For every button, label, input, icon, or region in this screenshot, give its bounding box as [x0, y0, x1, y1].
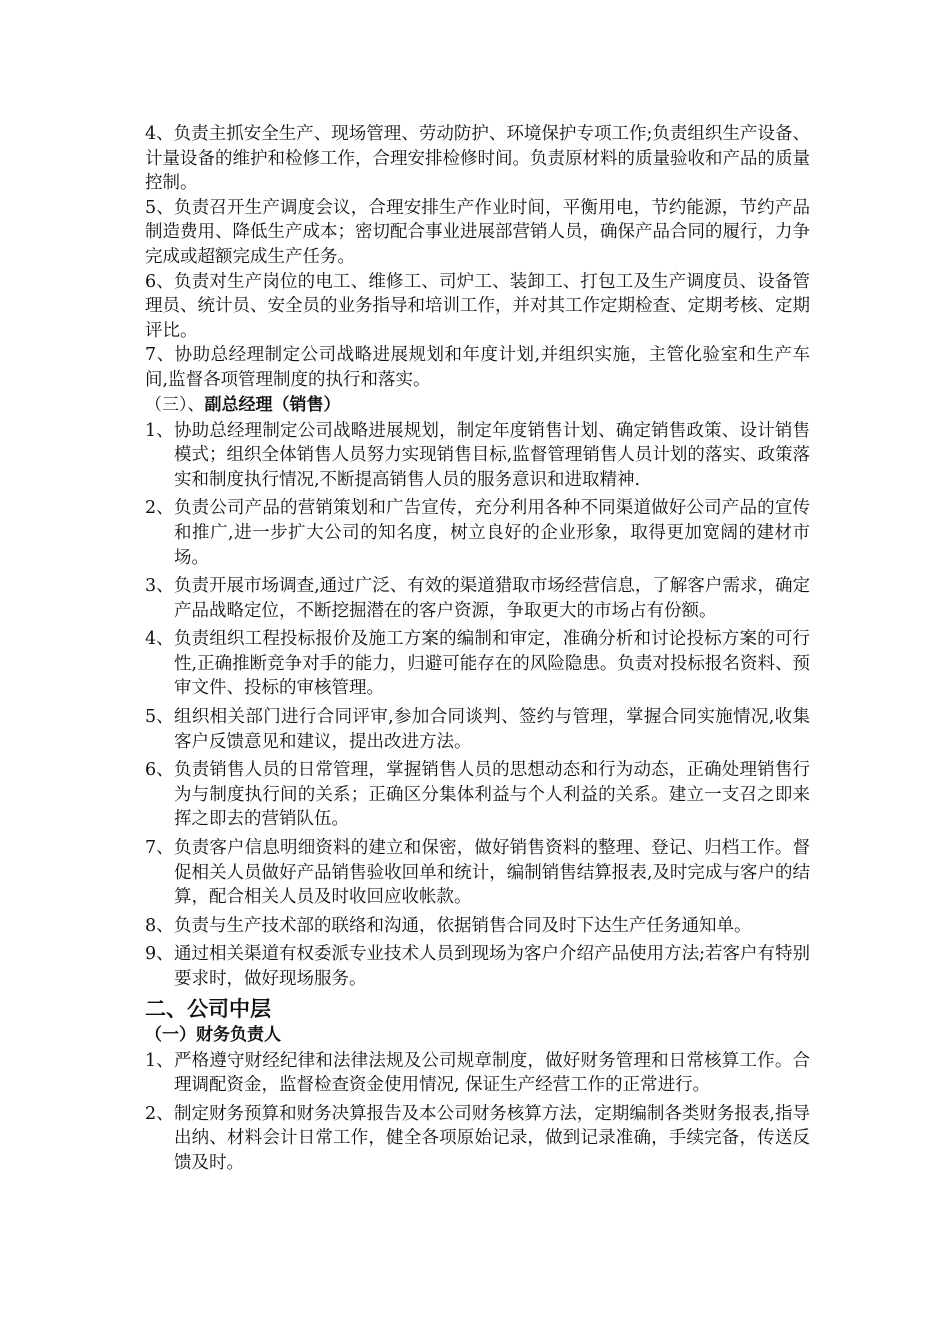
list-item-number: 9、	[145, 944, 174, 965]
list-item-number: 2、	[145, 498, 174, 519]
section-heading-finance: （一）财务负责人	[145, 1024, 281, 1045]
list-item	[145, 914, 810, 939]
chapter-heading-middle-management: 二、公司中层	[145, 996, 271, 1021]
list-item-number: 6、	[145, 760, 174, 781]
section-heading-sales	[145, 393, 810, 417]
list-item	[145, 1102, 810, 1176]
list-item-text: 组织相关部门进行合同评审,参加合同谈判、签约与管理，掌握合同实施情况,收集客户反馈意见和建议，提出改进方法。	[174, 707, 810, 752]
list-item-number: 4、	[145, 629, 174, 650]
list-item-number: 7、	[145, 838, 174, 859]
list-item-text: 负责销售人员的日常管理，掌握销售人员的思想动态和行为动态，正确处理销售行为与制度执行间的关系；正确区分集体利益与个人利益的关系。建立一支召之即来挥之即去的营销队伍。	[174, 760, 810, 830]
list-item	[145, 496, 810, 570]
list-item	[145, 942, 810, 991]
list-item-text: 负责公司产品的营销策划和广告宣传，充分利用各种不同渠道做好公司产品的宣传和推广,进一步扩大公司的知名度，树立良好的企业形象，取得更加宽阔的建材市场。	[174, 498, 810, 568]
list-item-number: 1、	[145, 1050, 174, 1071]
list-item-number: 5、	[145, 707, 174, 728]
list-item	[145, 836, 810, 910]
list-item-text: 通过相关渠道有权委派专业技术人员到现场为客户介绍产品使用方法;若客户有特别要求时，做好现场服务。	[174, 944, 810, 989]
paragraph-item-6: 6、负责对生产岗位的电工、维修工、司炉工、装卸工、打包工及生产调度员、设备管理员、统计员、安全员的业务指导和培训工作，并对其工作定期检查、定期考核、定期评比。	[145, 271, 810, 341]
list-item-text: 负责组织工程投标报价及施工方案的编制和审定，准确分析和讨论投标方案的可行性,正确推断竞争对手的能力，归避可能存在的风险隐患。负责对投标报名资料、预审文件、投标的审核管理。	[174, 629, 810, 699]
paragraph-item-4: 4、负责主抓安全生产、现场管理、劳动防护、环境保护专项工作;负责组织生产设备、计量设备的维护和检修工作，合理安排检修时间。负责原材料的质量验收和产品的质量控制。	[145, 124, 810, 194]
list-item-number: 2、	[145, 1103, 174, 1124]
list-item-text: 负责客户信息明细资料的建立和保密，做好销售资料的整理、登记、归档工作。督促相关人员做好产品销售验收回单和统计，编制销售结算报表,及时完成与客户的结算，配合相关人员及时收回应收帐款。	[174, 838, 810, 908]
list-item-text: 严格遵守财经纪律和法律法规及公司规章制度，做好财务管理和日常核算工作。合理调配资金，监督检查资金使用情况, 保证生产经营工作的正常进行。	[174, 1050, 810, 1096]
list-item-text: 协助总经理制定公司战略进展规划，制定年度销售计划、确定销售政策、设计销售模式；组织全体销售人员努力实现销售目标,监督管理销售人员计划的落实、政策落实和制度执行情况,不断提高销售人员的服务意识和进取精神.	[174, 420, 810, 490]
list-item	[145, 419, 810, 493]
section-heading-title: 副总经理（销售）	[204, 394, 341, 415]
paragraph-item-7: 7、协助总经理制定公司战略进展规划和年度计划,并组织实施，主管化验室和生产车间,监督各项管理制度的执行和落实。	[145, 345, 810, 390]
list-item-text: 负责开展市场调查,通过广泛、有效的渠道猎取市场经营信息，了解客户需求，确定产品战略定位，不断挖掘潜在的客户资源，争取更大的市场占有份额。	[174, 576, 810, 621]
section-heading-prefix: （三）、	[145, 394, 205, 415]
list-item	[145, 1049, 810, 1098]
list-item-number: 1、	[145, 420, 174, 441]
list-item	[145, 705, 810, 754]
list-item	[145, 574, 810, 623]
list-item-number: 8、	[145, 915, 174, 936]
list-item-text: 制定财务预算和财务决算报告及本公司财务核算方法，定期编制各类财务报表,指导出纳、材料会计日常工作，健全各项原始记录，做到记录准确，手续完备，传送反馈及时。	[174, 1103, 810, 1173]
list-item-number: 3、	[145, 576, 174, 597]
list-item	[145, 627, 810, 701]
list-item	[145, 758, 810, 832]
paragraph-item-5: 5、负责召开生产调度会议，合理安排生产作业时间，平衡用电，节约能源，节约产品制造费用、降低生产成本；密切配合事业进展部营销人员，确保产品合同的履行，力争完成或超额完成生产任务。	[145, 197, 810, 267]
list-item-text: 负责与生产技术部的联络和沟通，依据销售合同及时下达生产任务通知单。	[174, 915, 752, 936]
document-page	[145, 122, 810, 1180]
